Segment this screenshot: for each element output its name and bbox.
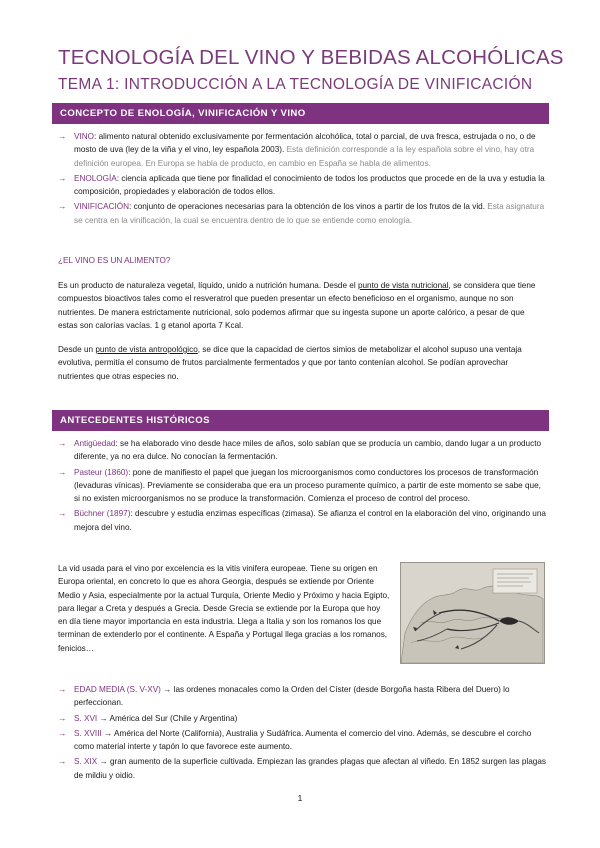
list-item (56, 727, 546, 754)
term-vinificacion: VINIFICACIÓN (74, 202, 130, 212)
list-item (56, 712, 546, 725)
list-item (56, 130, 546, 170)
history-list (56, 437, 546, 536)
arrow-right-icon: → (58, 438, 67, 448)
document-subtitle: TEMA 1: INTRODUCCIÓN A LA TECNOLOGÍA DE VINIFICACIÓN (58, 76, 533, 93)
list-item (56, 507, 546, 534)
term-antiguedad: Antigüedad (74, 439, 116, 448)
era-label: S. XIX (74, 757, 98, 767)
era-label: S. XVIII (74, 728, 102, 738)
arrow-right-icon: → (58, 756, 67, 767)
underlined-term: punto de vista antropológico (95, 345, 198, 354)
history-text: : descubre y estudia enzimas específicas (zimasa). Se afianza el control en la elaboración del vino, originando una mejora del vino. (74, 509, 546, 532)
paragraph-text: Desde un (58, 345, 96, 354)
era-label: S. XVI (74, 713, 98, 723)
arrow-right-icon: → (58, 712, 67, 723)
definition-note: Esta definición corresponde a la ley española sobre el vino, hay otra definición europea. En Europa se habla de producto, en cambio en España se habla de alimentos. (74, 145, 535, 168)
era-text: → las ordenes monacales como la Orden del Císter (desde Borgoña hasta Ribera del Duero) lo perfeccionan. (74, 685, 510, 708)
definitions-list (56, 130, 546, 229)
section-heading-concepto: CONCEPTO DE ENOLOGÍA, VINIFICACIÓN Y VINO (52, 103, 549, 124)
paragraph-text: , se considera que tiene compuestos bioactivos tales como el resveratrol que pueden presentar un efecto beneficioso en el organismo, aunque no son nutrientes. De manera estrictamente nutricional, solo podemos afirmar que su ingesta supone un aporte calórico, a pesar de que estas son calorías vacías. 1 g etanol aporta 7 Kcal. (58, 281, 536, 330)
arrow-right-icon: → (58, 201, 67, 212)
list-item (56, 466, 546, 506)
paragraph-antropologico (58, 343, 544, 383)
document-title: TECNOLOGÍA DEL VINO Y BEBIDAS ALCOHÓLICAS (58, 46, 564, 69)
arrow-right-icon: → (58, 727, 67, 738)
history-text: : se ha elaborado vino desde hace miles de años, solo sabían que se producía un cambio, dando lugar a un producto diferente, ya no era dulce. No conocían la fermentación. (74, 439, 542, 462)
era-label: EDAD MEDIA (S. V-XV) (74, 685, 161, 694)
history-text: : pone de manifiesto el papel que juegan los microorganismos como conductores los procesos de transformación (levaduras vínicas). Previamente se consideraba que era un proceso puramente químico, a partir de este momento se sabe que, si no existen microorganismos no se produce la transformación. Comienza el proceso de control del proceso. (74, 467, 541, 504)
definition-text: : conjunto de operaciones necesarias para la obtención de los vinos a partir de los frutos de la vid. (129, 202, 485, 212)
paragraph-nutricional (58, 279, 544, 332)
list-item (56, 683, 546, 710)
list-item (56, 172, 546, 199)
era-text: → América del Norte (California), Australia y Sudáfrica. Aumenta el comercio del vino. Además, se descubre el corcho como material interte y tapón lo que favorece este aumento. (74, 728, 532, 752)
arrow-right-icon: → (58, 172, 67, 183)
list-item (56, 200, 546, 227)
question-heading: ¿EL VINO ES UN ALIMENTO? (58, 256, 171, 265)
page-number: 1 (297, 793, 303, 803)
term-vino: VINO (74, 132, 95, 141)
arrow-right-icon: → (58, 131, 67, 141)
list-item (56, 437, 546, 464)
section-heading-antecedentes: ANTECEDENTES HISTÓRICOS (52, 410, 549, 431)
definition-text: : alimento natural obtenido exclusivamente por fermentación alcohólica, total o parcial, de uva fresca, estrujada o no, o de mosto de uva (ley de la viña y el vino, ley española 2003). (74, 132, 536, 155)
term-enologia: ENOLOGÍA (74, 173, 117, 183)
definition-text: : ciencia aplicada que tiene por finalidad el conocimiento de todos los productos que procede en de la uva y estudia la composición, propiedades y elaboración de todos ellos. (74, 173, 545, 197)
paragraph-text: Es un producto de naturaleza vegetal, líquido, unido a nutrición humana. Desde el (58, 281, 358, 290)
paragraph-text: , se dice que la capacidad de ciertos simios de metabolizar el alcohol supuso una ventaja evolutiva, permitía el consumo de frutos parcialmente fermentados y que por tanto contenían alcohol. Se podían aprovechar nutrientes que otras especies no. (58, 345, 522, 381)
list-item (56, 755, 546, 782)
underlined-term: punto de vista nutricional (357, 281, 449, 290)
arrow-right-icon: → (58, 466, 67, 477)
paragraph-vitis: La vid usada para el vino por excelencia es la vitis vinifera europeae. Tiene su origen en Europa oriental, en concreto lo que es ahora Georgia, después se extiende por Oriente Medio y Asia, especialmente por la actual Turquía, Oriente Medio y Próximo y hacia Egipto, para llegar a Creta y después a Grecia. Desde Grecia se extiende por la Europa que hoy en día tiene mayor importancia en esta industria. Llega a Italia y son los romanos los que terminan de extenderlo por el continente. A España y Portugal llega gracias a los romanos, fenicios… (58, 564, 390, 653)
vine-spread-map-image (400, 562, 545, 664)
era-text: → América del Sur (Chile y Argentina) (97, 713, 238, 723)
arrow-right-icon: → (58, 684, 67, 694)
definition-note: Esta asignatura se centra en la vinificación, la cual se encuentra dentro de lo que se entiende como enología. (74, 202, 545, 225)
map-illustration (401, 563, 544, 663)
era-text: → gran aumento de la superficie cultivada. Empiezan las grandes plagas que afectan al viñedo. En 1852 surgen las plagas de mildiu y oidio. (74, 757, 546, 780)
arrow-right-icon: → (58, 508, 67, 519)
eras-list (56, 683, 546, 784)
term-buchner: Büchner (1897) (74, 509, 131, 519)
term-pasteur: Pasteur (1860) (74, 467, 129, 477)
